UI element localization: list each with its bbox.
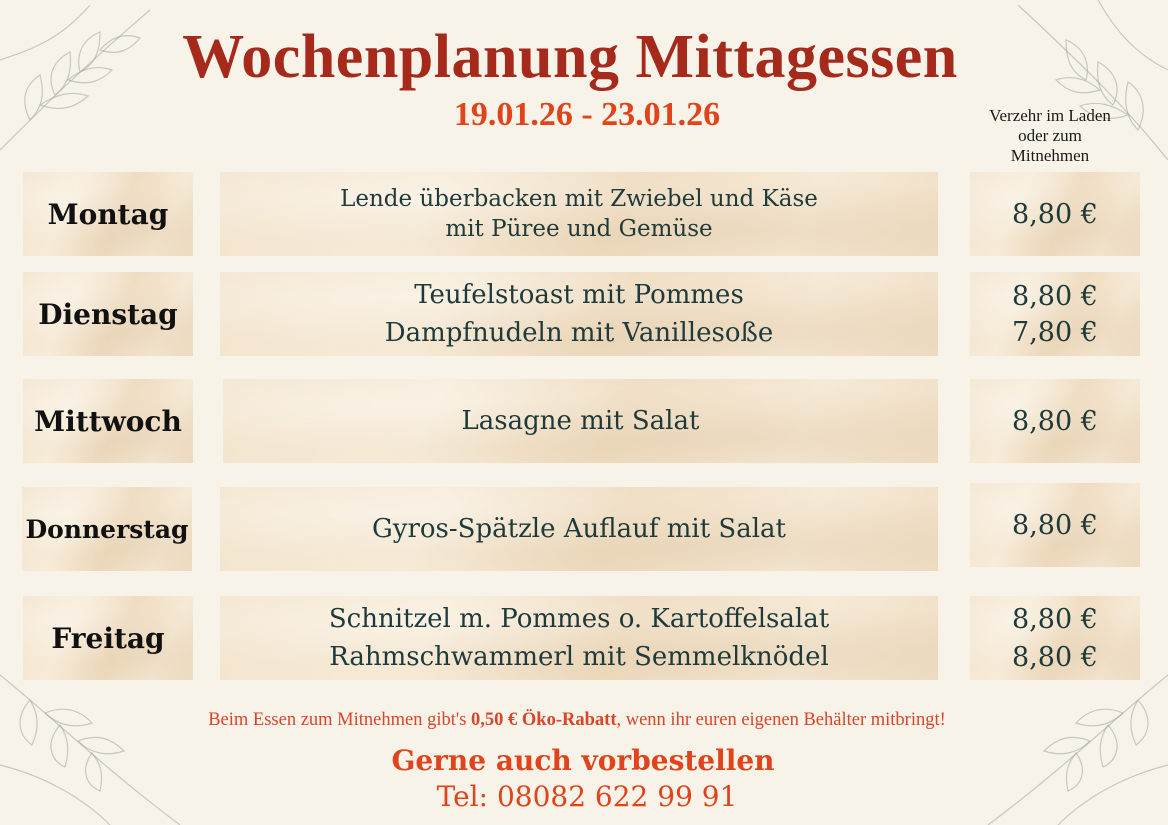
dish-line: Rahmschwammerl mit Semmelknödel [329,642,829,672]
discount-highlight: 0,50 € Öko-Rabatt [471,710,617,730]
price-column-header-line: oder zum [1018,126,1082,145]
preorder-heading: Gerne auch vorbestellen [391,744,775,777]
price-value: 8,80 € [1012,603,1098,635]
price-cell-monday [970,172,1140,256]
price-cell-thursday [970,483,1140,567]
dish-line: Lende überbacken mit Zwiebel und Käse [340,186,818,212]
price-column-header [970,106,1130,166]
discount-note [0,710,1154,731]
dish-line: Lasagne mit Salat [461,406,700,436]
day-cell-friday [23,596,193,680]
dish-cell-tuesday [220,272,938,356]
page-title: Wochenplanung Mittagessen [182,23,958,91]
dish-line: mit Püree und Gemüse [445,216,713,242]
dish-cell-wednesday [223,379,938,463]
price-value: 8,80 € [1012,405,1098,437]
price-value: 8,80 € [1012,641,1098,673]
phone-number: Tel: 08082 622 99 91 [436,780,738,813]
date-range: 19.01.26 - 23.01.26 [453,96,721,133]
day-label: Dienstag [38,297,178,331]
dish-line: Schnitzel m. Pommes o. Kartoffelsalat [328,604,830,634]
dish-line: Dampfnudeln mit Vanillesoße [384,318,774,348]
day-cell-thursday [22,487,192,571]
price-value: 8,80 € [1012,280,1098,312]
price-cell-wednesday [970,379,1140,463]
day-label: Mittwoch [34,404,182,438]
dish-cell-thursday [220,487,938,571]
discount-note-prefix: Beim Essen zum Mitnehmen gibt's [208,710,472,730]
day-label: Freitag [51,621,165,655]
price-value: 7,80 € [1012,316,1098,348]
day-cell-monday [23,172,193,256]
day-label: Donnerstag [25,514,189,544]
price-value: 8,80 € [1012,509,1098,541]
dish-cell-monday [220,172,938,256]
day-cell-tuesday [23,272,193,356]
dish-line: Teufelstoast mit Pommes [414,280,744,310]
price-column-header-line: Mitnehmen [1010,146,1090,165]
day-cell-wednesday [23,379,193,463]
dish-line: Gyros-Spätzle Auflauf mit Salat [372,514,786,544]
price-cell-friday [970,596,1140,680]
day-label: Montag [47,197,169,231]
discount-note-suffix: , wenn ihr euren eigenen Behälter mitbringt! [616,710,946,730]
price-value: 8,80 € [1012,198,1098,230]
price-cell-tuesday [970,272,1140,356]
price-column-header-line: Verzehr im Laden [989,106,1111,125]
dish-cell-friday [220,596,938,680]
